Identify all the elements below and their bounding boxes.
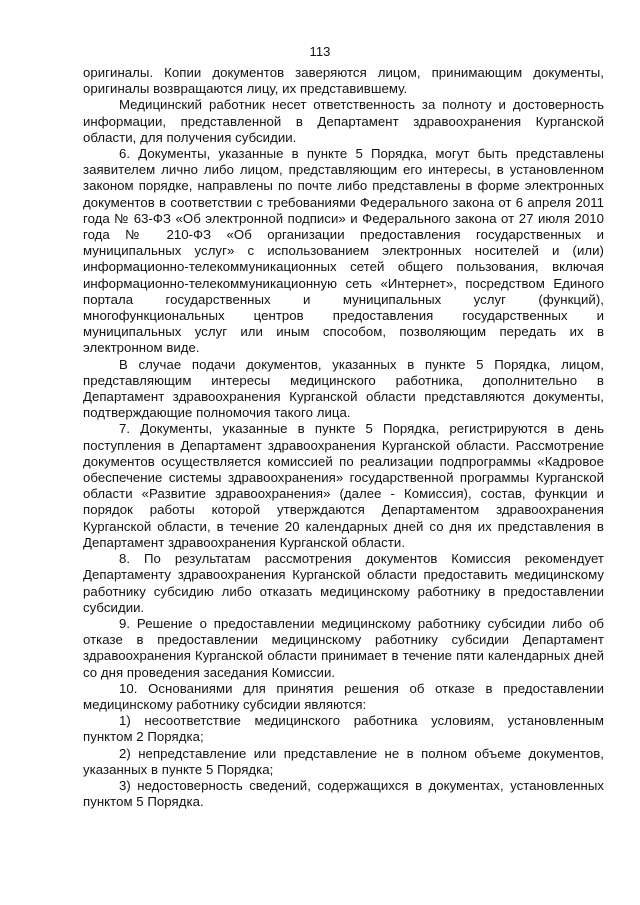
list-item-1: 1) несоответствие медицинского работника условиям, установленным пунктом 2 Порядка;: [83, 713, 604, 745]
paragraph-clause-8: 8. По результатам рассмотрения документов Комиссия рекомендует Департаменту здравоохранения Курганской области предоставить медицинскому работнику субсидию либо отказать медицинскому работнику в предоставлении субсидии.: [83, 551, 604, 615]
paragraph-clause-6: 6. Документы, указанные в пункте 5 Порядка, могут быть представлены заявителем лично либо лицом, представляющим его интересы, в установленном законом порядке, направлены по почте либо представлены в форме электронных документов в соответствии с требованиями Федерального закона от 6 апреля 2011 года № 63-ФЗ «Об электронной подписи» и Федерального закона от 27 июля 2010 года № 210-ФЗ «Об организации предоставления государственных и муниципальных услуг» с использованием электронных носителей и (или) информационно-телекоммуникационных сетей общего пользования, включая информационно-телекоммуникационную сеть «Интернет», посредством Единого портала государственных и муниципальных услуг (функций), многофункциональных центров предоставления государственных и муниципальных услуг или иным способом, позволяющим передать их в электронном виде.: [83, 146, 604, 356]
list-item-3: 3) недостоверность сведений, содержащихся в документах, установленных пунктом 5 Порядка.: [83, 777, 604, 810]
paragraph-representative: В случае подачи документов, указанных в пункте 5 Порядка, лицом, представляющим интересы медицинского работника, дополнительно в Департамент здравоохранения Курганской области представляются документы, подтверждающие полномочия такого лица.: [83, 356, 604, 421]
list-item-2: 2) непредставление или представление не в полном объеме документов, указанных в пункте 5 Порядка;: [83, 745, 604, 777]
paragraph-clause-9: 9. Решение о предоставлении медицинскому работнику субсидии либо об отказе в предоставлении медицинскому работнику субсидии Департамент здравоохранения Курганской области принимает в течение пяти календарных дней со дня проведения заседания Комиссии.: [83, 615, 604, 680]
document-body: [83, 65, 604, 810]
paragraph-clause-7: 7. Документы, указанные в пункте 5 Порядка, регистрируются в день поступления в Департамент здравоохранения Курганской области. Рассмотрение документов осуществляется комиссией по реализации подпрограммы «Кадровое обеспечение системы здравоохранения» государственной программы Курганской области «Развитие здравоохранения» (далее - Комиссия), состав, функции и порядок работы которой утверждаются Департаментом здравоохранения Курганской области, в течение 20 календарных дней со дня их представления в Департамент здравоохранения Курганской области.: [83, 421, 604, 550]
paragraph-responsibility: Медицинский работник несет ответственность за полноту и достоверность информации, представленной в Департамент здравоохранения Курганской области, для получения субсидии.: [83, 97, 604, 145]
page-number: 113: [309, 44, 331, 59]
paragraph-originals: оригиналы. Копии документов заверяются лицом, принимающим документы, оригиналы возвращаются лицу, их представившему.: [83, 65, 604, 97]
paragraph-clause-10: 10. Основаниями для принятия решения об отказе в предоставлении медицинскому работнику субсидии являются:: [83, 680, 604, 712]
